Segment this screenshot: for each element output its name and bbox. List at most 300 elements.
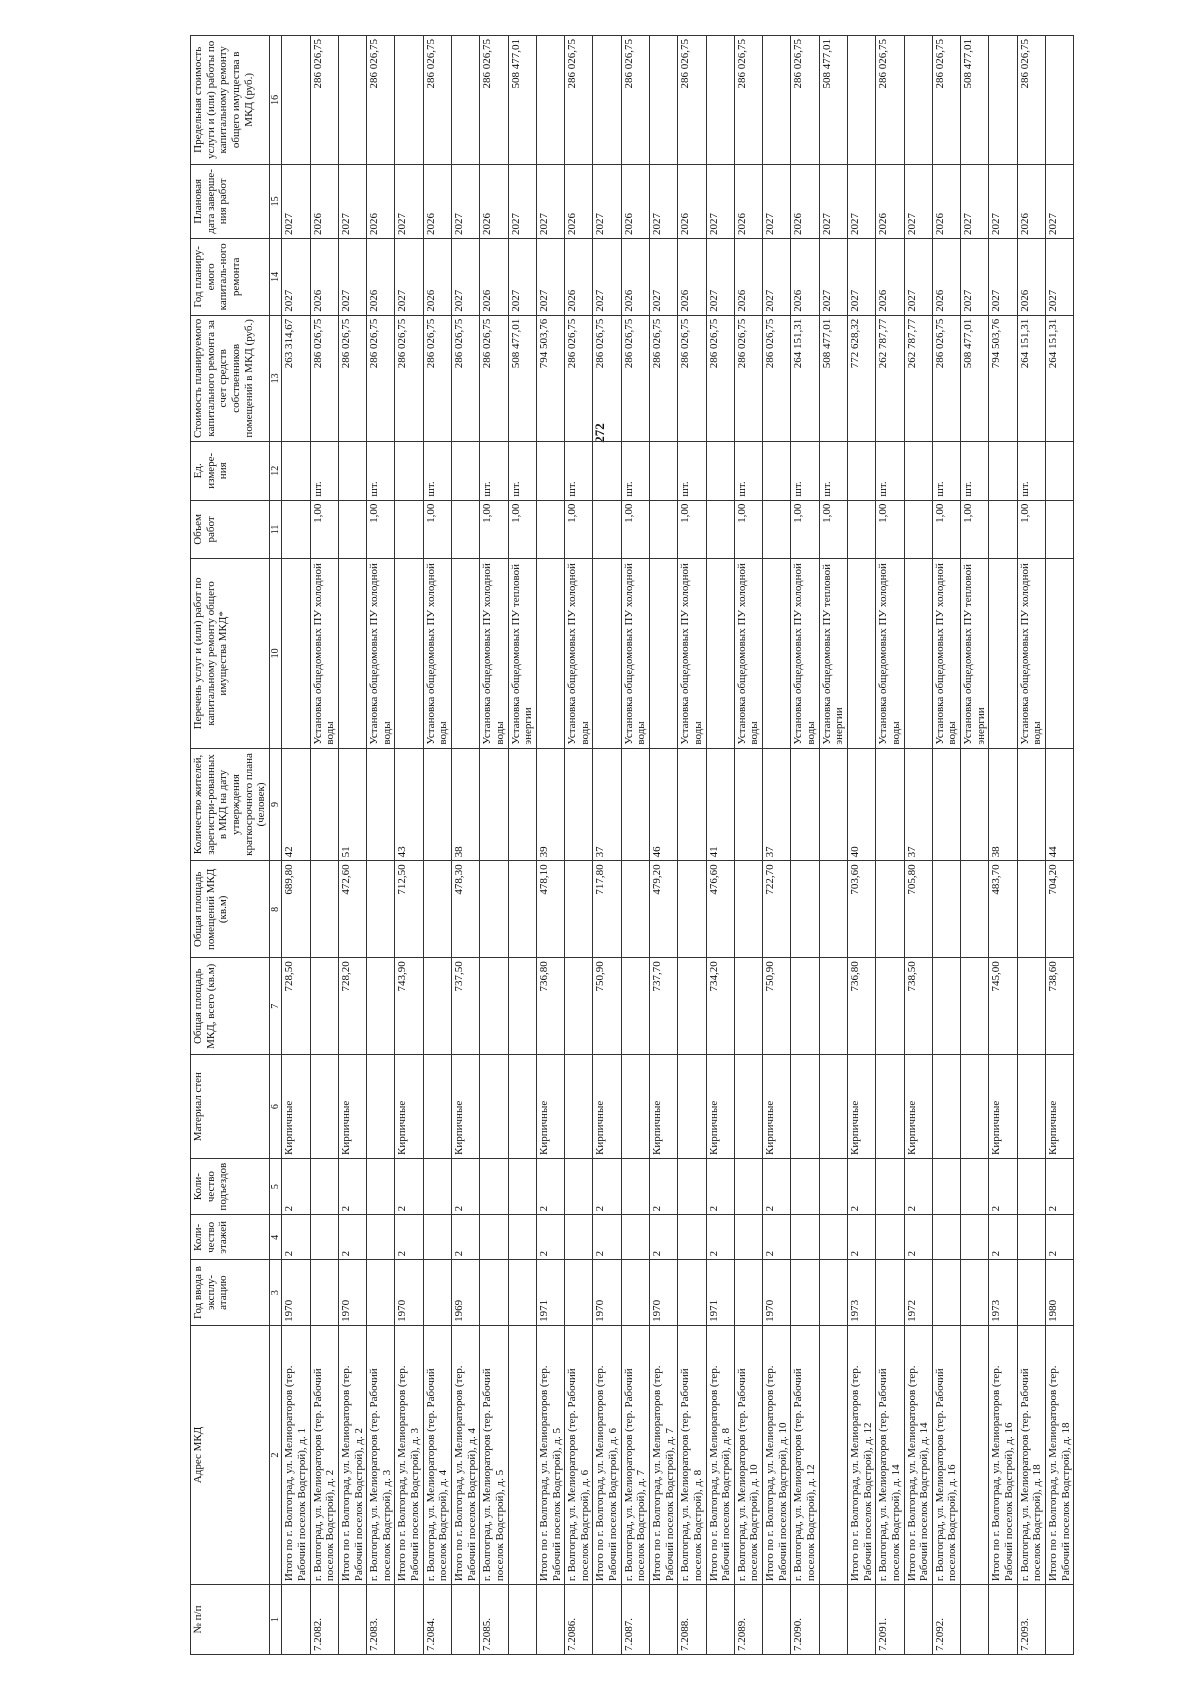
cell-work: Установка общедомовых ПУ холодной воды [791, 559, 819, 748]
cell-y1: 2027 [706, 239, 734, 316]
cell-mat [480, 1055, 508, 1159]
cell-fl: 2 [763, 1215, 791, 1260]
cell-addr: г. Волгоград, ул. Мелиораторов (тер. Рабочий поселок Водстрой), д. 5 [480, 1325, 508, 1584]
cell-unit: шт. [367, 441, 395, 500]
cell-year [367, 1260, 395, 1325]
cell-y1: 2026 [876, 239, 904, 316]
table-row [367, 36, 395, 1655]
cell-lim [593, 36, 621, 165]
cell-n [452, 1585, 480, 1655]
cell-n [282, 1585, 310, 1655]
cell-fl: 2 [904, 1215, 932, 1260]
cell-work [763, 559, 791, 748]
cell-work: Установка общедомовых ПУ холодной воды [678, 559, 706, 748]
cell-cost: 794 503,76 [536, 315, 564, 441]
table-row [1045, 36, 1073, 1655]
column-header: Общая площадь МКД, всего (кв.м) [191, 958, 270, 1055]
cell-res [310, 748, 338, 861]
cell-n: 7.2093. [1017, 1585, 1045, 1655]
cell-cost: 508 477,01 [819, 315, 847, 441]
cell-a1: 736,80 [536, 958, 564, 1055]
cell-unit [904, 441, 932, 500]
cell-res [932, 748, 960, 861]
cell-cost: 772 628,32 [847, 315, 875, 441]
cell-res [565, 748, 593, 861]
cell-res [480, 748, 508, 861]
cell-res [876, 748, 904, 861]
cell-en [876, 1158, 904, 1214]
cell-en [791, 1158, 819, 1214]
cell-a1 [480, 958, 508, 1055]
cell-vol: 1,00 [819, 500, 847, 559]
cell-work: Установка общедомовых ПУ холодной воды [423, 559, 451, 748]
column-index: 1 [269, 1585, 282, 1655]
cell-year: 1973 [847, 1260, 875, 1325]
cell-lim [904, 36, 932, 165]
cell-cost: 286 026,75 [367, 315, 395, 441]
cell-n: 7.2090. [791, 1585, 819, 1655]
cell-en: 2 [904, 1158, 932, 1214]
cell-n: 7.2087. [621, 1585, 649, 1655]
cell-a1 [310, 958, 338, 1055]
cell-year [310, 1260, 338, 1325]
cell-res: 40 [847, 748, 875, 861]
cell-y2: 2027 [593, 164, 621, 238]
cell-year [480, 1260, 508, 1325]
cell-fl [480, 1215, 508, 1260]
cell-a2 [791, 861, 819, 958]
cell-en: 2 [282, 1158, 310, 1214]
cell-addr: г. Волгоград, ул. Мелиораторов (тер. Рабочий поселок Водстрой), д. 6 [565, 1325, 593, 1584]
cell-res [621, 748, 649, 861]
table-row [650, 36, 678, 1655]
cell-n [706, 1585, 734, 1655]
index-row [269, 36, 282, 1655]
cell-cost: 286 026,75 [452, 315, 480, 441]
cell-cost: 508 477,01 [961, 315, 989, 441]
cell-unit: шт. [423, 441, 451, 500]
cell-addr: Итого по г. Волгоград, ул. Мелиораторов (тер. Рабочий поселок Водстрой), д. 1 [282, 1325, 310, 1584]
cell-n [989, 1585, 1017, 1655]
cell-fl: 2 [1045, 1215, 1073, 1260]
cell-y2: 2026 [791, 164, 819, 238]
cell-mat [932, 1055, 960, 1159]
cell-fl: 2 [395, 1215, 423, 1260]
cell-work [1045, 559, 1073, 748]
cell-lim: 286 026,75 [876, 36, 904, 165]
cell-cost: 264 151,31 [1017, 315, 1045, 441]
column-index: 4 [269, 1215, 282, 1260]
cell-en [819, 1158, 847, 1214]
cell-vol [452, 500, 480, 559]
cell-lim: 286 026,75 [480, 36, 508, 165]
cell-addr: г. Волгоград, ул. Мелиораторов (тер. Рабочий поселок Водстрой), д. 3 [367, 1325, 395, 1584]
column-index: 12 [269, 441, 282, 500]
cell-work [536, 559, 564, 748]
cell-n [904, 1585, 932, 1655]
cell-en [621, 1158, 649, 1214]
cell-n: 7.2082. [310, 1585, 338, 1655]
cell-y1: 2026 [621, 239, 649, 316]
cell-mat: Кирпичные [593, 1055, 621, 1159]
cell-y1: 2027 [282, 239, 310, 316]
cell-addr: г. Волгоград, ул. Мелиораторов (тер. Рабочий поселок Водстрой), д. 16 [932, 1325, 960, 1584]
cell-fl [621, 1215, 649, 1260]
table-row [338, 36, 366, 1655]
cell-unit: шт. [678, 441, 706, 500]
cell-en: 2 [989, 1158, 1017, 1214]
cell-addr: Итого по г. Волгоград, ул. Мелиораторов (тер. Рабочий поселок Водстрой), д. 3 [395, 1325, 423, 1584]
column-header: Общая площадь помещений МКД (кв.м) [191, 861, 270, 958]
cell-fl [678, 1215, 706, 1260]
cell-vol: 1,00 [621, 500, 649, 559]
cell-en: 2 [395, 1158, 423, 1214]
cell-addr: Итого по г. Волгоград, ул. Мелиораторов (тер. Рабочий поселок Водстрой), д. 12 [847, 1325, 875, 1584]
cell-a2: 479,20 [650, 861, 678, 958]
cell-addr: Итого по г. Волгоград, ул. Мелиораторов (тер. Рабочий поселок Водстрой), д. 6 [593, 1325, 621, 1584]
cell-lim: 286 026,75 [565, 36, 593, 165]
cell-mat: Кирпичные [338, 1055, 366, 1159]
cell-work: Установка общедомовых ПУ тепловой энергии [508, 559, 536, 748]
cell-cost: 286 026,75 [621, 315, 649, 441]
cell-n [961, 1585, 989, 1655]
cell-cost: 286 026,75 [310, 315, 338, 441]
cell-vol: 1,00 [310, 500, 338, 559]
cell-n [593, 1585, 621, 1655]
cell-mat: Кирпичные [536, 1055, 564, 1159]
cell-fl: 2 [989, 1215, 1017, 1260]
cell-work [452, 559, 480, 748]
cell-en [565, 1158, 593, 1214]
cell-n: 7.2092. [932, 1585, 960, 1655]
cell-a1: 738,60 [1045, 958, 1073, 1055]
cell-year [508, 1260, 536, 1325]
cell-addr [508, 1325, 536, 1584]
cell-a1 [876, 958, 904, 1055]
cell-a2: 478,10 [536, 861, 564, 958]
cell-y2: 2026 [1017, 164, 1045, 238]
cell-lim [282, 36, 310, 165]
cell-a2 [734, 861, 762, 958]
cell-a1: 736,80 [847, 958, 875, 1055]
cell-vol: 1,00 [480, 500, 508, 559]
cell-y1: 2026 [310, 239, 338, 316]
cell-addr: г. Волгоград, ул. Мелиораторов (тер. Рабочий поселок Водстрой), д. 2 [310, 1325, 338, 1584]
cell-fl [508, 1215, 536, 1260]
cell-mat [423, 1055, 451, 1159]
cell-a2: 704,20 [1045, 861, 1073, 958]
cell-fl: 2 [338, 1215, 366, 1260]
cell-work [282, 559, 310, 748]
column-index: 2 [269, 1325, 282, 1584]
cell-unit [593, 441, 621, 500]
cell-cost: 286 026,75 [395, 315, 423, 441]
cell-vol: 1,00 [367, 500, 395, 559]
cell-y2: 2026 [678, 164, 706, 238]
cell-y2: 2026 [310, 164, 338, 238]
column-index: 13 [269, 315, 282, 441]
column-header: Адрес МКД [191, 1325, 270, 1584]
cell-n: 7.2084. [423, 1585, 451, 1655]
cell-en: 2 [847, 1158, 875, 1214]
table-row [989, 36, 1017, 1655]
cell-a1: 743,90 [395, 958, 423, 1055]
cell-a1 [734, 958, 762, 1055]
cell-fl [876, 1215, 904, 1260]
cell-year: 1971 [706, 1260, 734, 1325]
cell-y1: 2027 [847, 239, 875, 316]
cell-vol: 1,00 [508, 500, 536, 559]
cell-y1: 2027 [763, 239, 791, 316]
cell-lim: 286 026,75 [621, 36, 649, 165]
table-row [536, 36, 564, 1655]
cell-a2 [961, 861, 989, 958]
cell-en [310, 1158, 338, 1214]
cell-y1: 2026 [480, 239, 508, 316]
cell-addr [819, 1325, 847, 1584]
table-row [847, 36, 875, 1655]
cell-y1: 2026 [423, 239, 451, 316]
table-row [763, 36, 791, 1655]
column-header: Материал стен [191, 1055, 270, 1159]
cell-res: 39 [536, 748, 564, 861]
cell-lim [650, 36, 678, 165]
cell-lim [536, 36, 564, 165]
cell-y1: 2027 [536, 239, 564, 316]
cell-work: Установка общедомовых ПУ тепловой энергии [961, 559, 989, 748]
table-row [678, 36, 706, 1655]
cell-a1 [791, 958, 819, 1055]
cell-res [961, 748, 989, 861]
cell-work [847, 559, 875, 748]
cell-a1: 734,20 [706, 958, 734, 1055]
cell-cost: 286 026,75 [706, 315, 734, 441]
cell-fl: 2 [847, 1215, 875, 1260]
cell-n [1045, 1585, 1073, 1655]
column-header: Коли-чество подъездов [191, 1158, 270, 1214]
cell-y2: 2027 [763, 164, 791, 238]
cell-vol: 1,00 [423, 500, 451, 559]
page-number: 272 [592, 423, 607, 443]
cell-a2 [367, 861, 395, 958]
cell-work: Установка общедомовых ПУ холодной воды [565, 559, 593, 748]
cell-year [565, 1260, 593, 1325]
cell-a1: 750,90 [763, 958, 791, 1055]
cell-n: 7.2085. [480, 1585, 508, 1655]
table-row [452, 36, 480, 1655]
cell-unit [282, 441, 310, 500]
cell-mat: Кирпичные [282, 1055, 310, 1159]
cell-y2: 2026 [480, 164, 508, 238]
cell-fl [961, 1215, 989, 1260]
cell-y1: 2027 [904, 239, 932, 316]
cell-unit: шт. [876, 441, 904, 500]
cell-fl [734, 1215, 762, 1260]
cell-addr: Итого по г. Волгоград, ул. Мелиораторов (тер. Рабочий поселок Водстрой), д. 2 [338, 1325, 366, 1584]
cell-lim [452, 36, 480, 165]
cell-vol [650, 500, 678, 559]
cell-lim: 286 026,75 [1017, 36, 1045, 165]
cell-addr: г. Волгоград, ул. Мелиораторов (тер. Рабочий поселок Водстрой), д. 8 [678, 1325, 706, 1584]
column-header: Стоимость планируемого капитального ремонта за счет средств собственников помещений в МКД (руб.) [191, 315, 270, 441]
cell-a2 [1017, 861, 1045, 958]
column-header: Перечень услуг и (или) работ по капитальному ремонту общего имущества МКД* [191, 559, 270, 748]
column-index: 16 [269, 36, 282, 165]
cell-a1: 737,70 [650, 958, 678, 1055]
table-row [904, 36, 932, 1655]
cell-a1: 728,50 [282, 958, 310, 1055]
cell-lim [395, 36, 423, 165]
column-header: Год ввода в эксплу-атацию [191, 1260, 270, 1325]
cell-mat: Кирпичные [989, 1055, 1017, 1159]
cell-vol [1045, 500, 1073, 559]
cell-mat [310, 1055, 338, 1159]
cell-y1: 2027 [508, 239, 536, 316]
cell-y1: 2026 [1017, 239, 1045, 316]
cell-work: Установка общедомовых ПУ холодной воды [310, 559, 338, 748]
cell-y2: 2027 [395, 164, 423, 238]
cell-n: 7.2089. [734, 1585, 762, 1655]
cell-a1 [423, 958, 451, 1055]
cell-a1 [961, 958, 989, 1055]
cell-addr: Итого по г. Волгоград, ул. Мелиораторов (тер. Рабочий поселок Водстрой), д. 8 [706, 1325, 734, 1584]
cell-unit [763, 441, 791, 500]
cell-vol [847, 500, 875, 559]
cell-lim [338, 36, 366, 165]
cell-res [508, 748, 536, 861]
cell-work [650, 559, 678, 748]
cell-year: 1972 [904, 1260, 932, 1325]
cell-a1: 745,00 [989, 958, 1017, 1055]
cell-vol [763, 500, 791, 559]
table-row [734, 36, 762, 1655]
cell-lim: 508 477,01 [961, 36, 989, 165]
cell-year: 1970 [593, 1260, 621, 1325]
cell-fl [367, 1215, 395, 1260]
cell-res: 38 [989, 748, 1017, 861]
cell-mat [508, 1055, 536, 1159]
cell-unit: шт. [791, 441, 819, 500]
cell-y2: 2026 [876, 164, 904, 238]
cell-a2: 478,30 [452, 861, 480, 958]
cell-y2: 2026 [621, 164, 649, 238]
column-header: Плановая дата заверше-ния работ [191, 164, 270, 238]
cell-res [791, 748, 819, 861]
cell-cost: 286 026,75 [593, 315, 621, 441]
cell-n: 7.2091. [876, 1585, 904, 1655]
cell-mat: Кирпичные [706, 1055, 734, 1159]
table-row [621, 36, 649, 1655]
cell-unit [338, 441, 366, 500]
cell-cost: 263 314,67 [282, 315, 310, 441]
column-header: Ед. измере-ния [191, 441, 270, 500]
column-index: 6 [269, 1055, 282, 1159]
cell-n: 7.2086. [565, 1585, 593, 1655]
cell-year [961, 1260, 989, 1325]
cell-a2: 483,70 [989, 861, 1017, 958]
cell-cost: 262 787,77 [876, 315, 904, 441]
cell-en [423, 1158, 451, 1214]
cell-year: 1970 [395, 1260, 423, 1325]
cell-year [791, 1260, 819, 1325]
cell-y1: 2027 [338, 239, 366, 316]
table-row [1017, 36, 1045, 1655]
cell-a2 [932, 861, 960, 958]
cell-res [1017, 748, 1045, 861]
table-row [932, 36, 960, 1655]
cell-a1: 728,20 [338, 958, 366, 1055]
cell-a2 [508, 861, 536, 958]
cell-en: 2 [763, 1158, 791, 1214]
table-row [961, 36, 989, 1655]
cell-en [1017, 1158, 1045, 1214]
cell-unit: шт. [734, 441, 762, 500]
cell-en [961, 1158, 989, 1214]
cell-a2: 703,60 [847, 861, 875, 958]
table-row [282, 36, 310, 1655]
cell-fl [565, 1215, 593, 1260]
table-row [876, 36, 904, 1655]
cell-unit: шт. [480, 441, 508, 500]
cell-vol: 1,00 [876, 500, 904, 559]
cell-a2 [565, 861, 593, 958]
cell-vol: 1,00 [961, 500, 989, 559]
cell-en [508, 1158, 536, 1214]
cell-year: 1969 [452, 1260, 480, 1325]
cell-y2: 2027 [904, 164, 932, 238]
cell-cost: 286 026,75 [763, 315, 791, 441]
cell-year [678, 1260, 706, 1325]
cell-y1: 2027 [961, 239, 989, 316]
cell-year: 1980 [1045, 1260, 1073, 1325]
rotated-table-container [190, 35, 1200, 1655]
cell-en [932, 1158, 960, 1214]
column-header: Количество жителей, зарегистри-рованных в МКД на дату утверждения краткосрочного плана (человек) [191, 748, 270, 861]
cell-fl: 2 [536, 1215, 564, 1260]
column-index: 9 [269, 748, 282, 861]
cell-res: 37 [593, 748, 621, 861]
cell-n [819, 1585, 847, 1655]
cell-year [1017, 1260, 1045, 1325]
column-index: 3 [269, 1260, 282, 1325]
table-body [282, 36, 1074, 1655]
cell-y1: 2026 [734, 239, 762, 316]
cell-unit [395, 441, 423, 500]
cell-addr: г. Волгоград, ул. Мелиораторов (тер. Рабочий поселок Водстрой), д. 14 [876, 1325, 904, 1584]
cell-vol [282, 500, 310, 559]
cell-a2 [310, 861, 338, 958]
cell-y2: 2027 [508, 164, 536, 238]
cell-y2: 2027 [819, 164, 847, 238]
column-header: № п/п [191, 1585, 270, 1655]
cell-y2: 2026 [423, 164, 451, 238]
cell-cost: 262 787,77 [904, 315, 932, 441]
cell-cost: 286 026,75 [650, 315, 678, 441]
cell-cost: 286 026,75 [480, 315, 508, 441]
cell-work: Установка общедомовых ПУ холодной воды [932, 559, 960, 748]
cell-lim: 286 026,75 [310, 36, 338, 165]
cell-lim [847, 36, 875, 165]
cell-vol [989, 500, 1017, 559]
cell-fl [819, 1215, 847, 1260]
cell-work: Установка общедомовых ПУ холодной воды [621, 559, 649, 748]
cell-work [904, 559, 932, 748]
cell-en: 2 [338, 1158, 366, 1214]
cell-mat [791, 1055, 819, 1159]
cell-y2: 2026 [367, 164, 395, 238]
cell-y2: 2026 [565, 164, 593, 238]
cell-vol [706, 500, 734, 559]
